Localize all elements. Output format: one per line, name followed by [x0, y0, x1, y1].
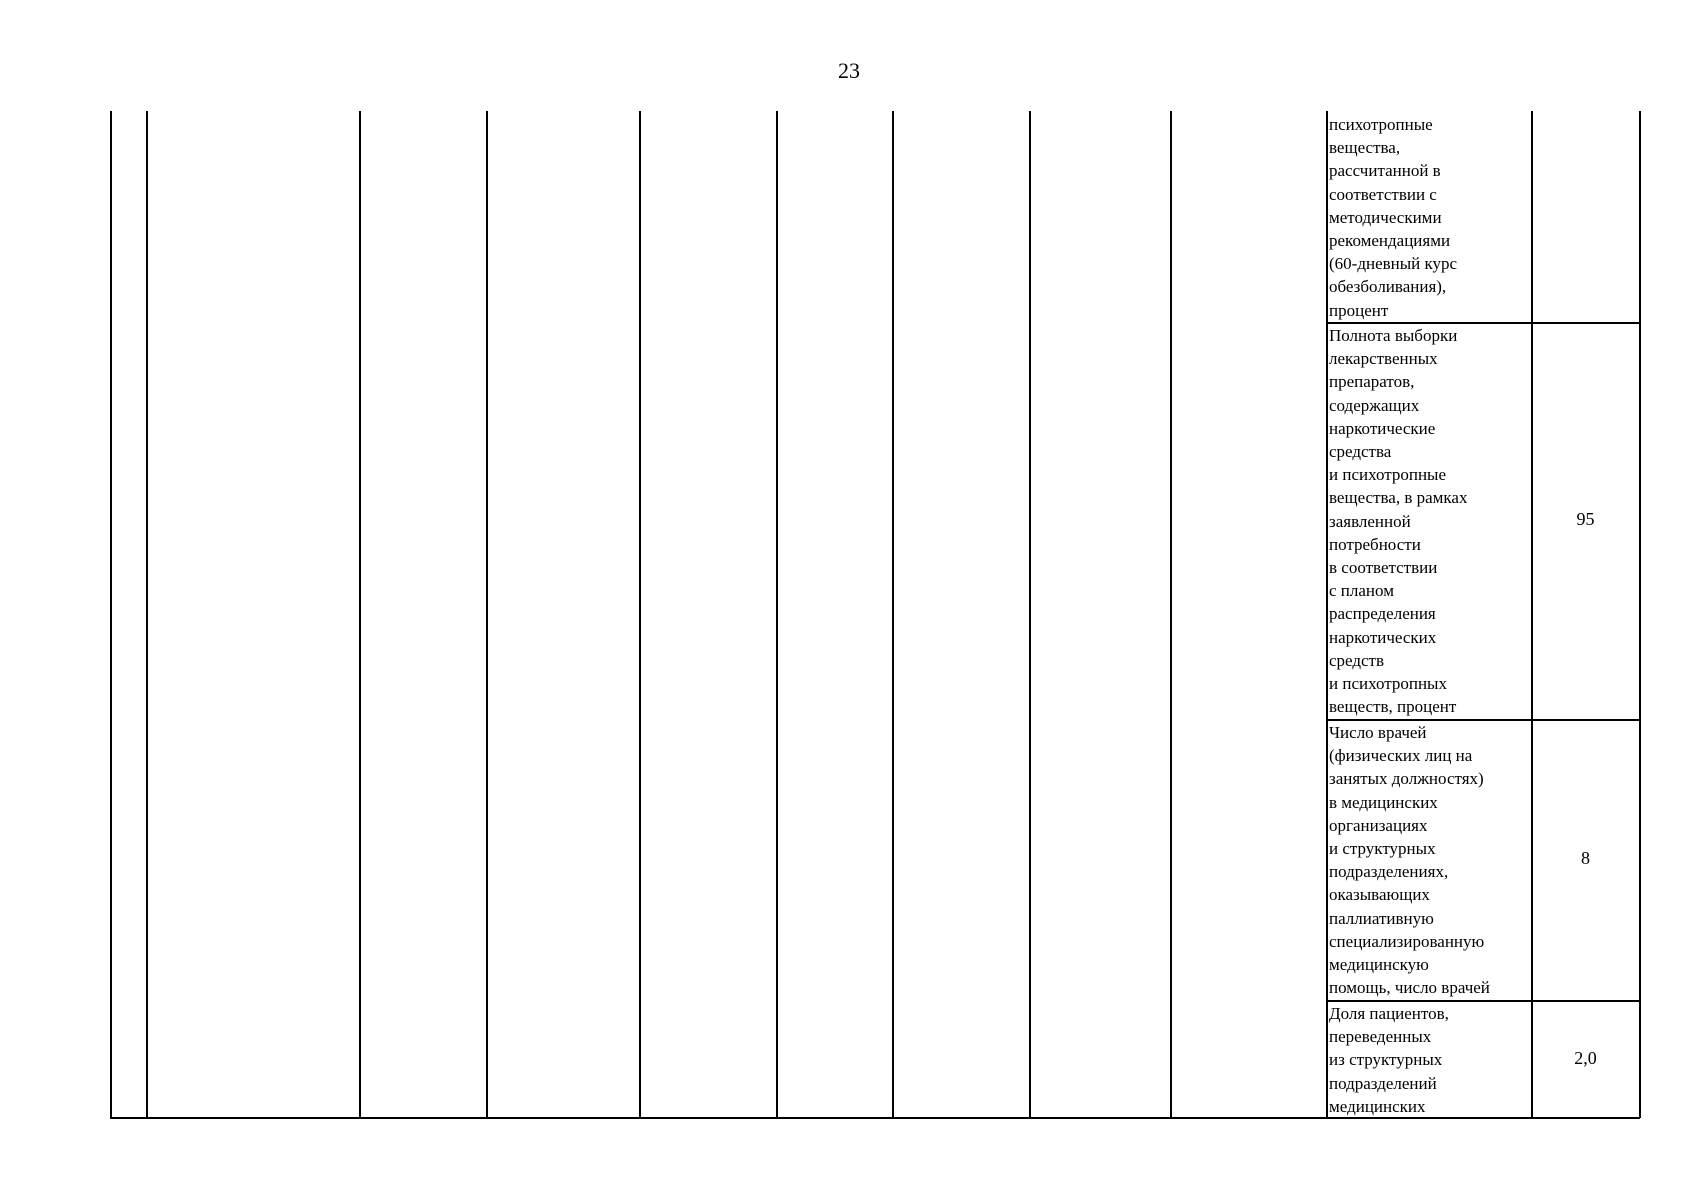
table-column-rule	[1170, 111, 1172, 1118]
table-column-rule	[146, 111, 148, 1118]
table-column-rule	[776, 111, 778, 1118]
table-cell-value: 8	[1581, 848, 1590, 868]
table-cell-value: 95	[1576, 509, 1595, 529]
table-cell-indicator: Число врачей (физических лиц на занятых должностях) в медицинских организациях и структурных подразделениях, оказывающих паллиативную специализированную медицинскую помощь, число врачей	[1329, 723, 1490, 998]
table-column-rule	[639, 111, 641, 1118]
table-column-rule	[1326, 111, 1328, 1118]
page-number: 23	[838, 58, 860, 83]
table-cell-indicator: Полнота выборки лекарственных препаратов, содержащих наркотические средства и психотропные вещества, в рамках заявленной потребности в соответствии с планом распределения наркотических средств и психотропных веществ, процент	[1329, 326, 1468, 717]
table-cell-indicator: психотропные вещества, рассчитанной в соответствии с методическими рекомендациями (60-дневный курс обезболивания), процент	[1329, 115, 1458, 320]
table-column-rule	[1639, 111, 1641, 1118]
table-column-rule	[1029, 111, 1031, 1118]
table-column-rule	[486, 111, 488, 1118]
table-column-rule	[892, 111, 894, 1118]
table-column-rule	[359, 111, 361, 1118]
table-cell-indicator: Доля пациентов, переведенных из структурных подразделений медицинских	[1329, 1004, 1449, 1116]
table-cell-value: 2,0	[1574, 1048, 1597, 1068]
table-column-rule	[110, 111, 112, 1118]
